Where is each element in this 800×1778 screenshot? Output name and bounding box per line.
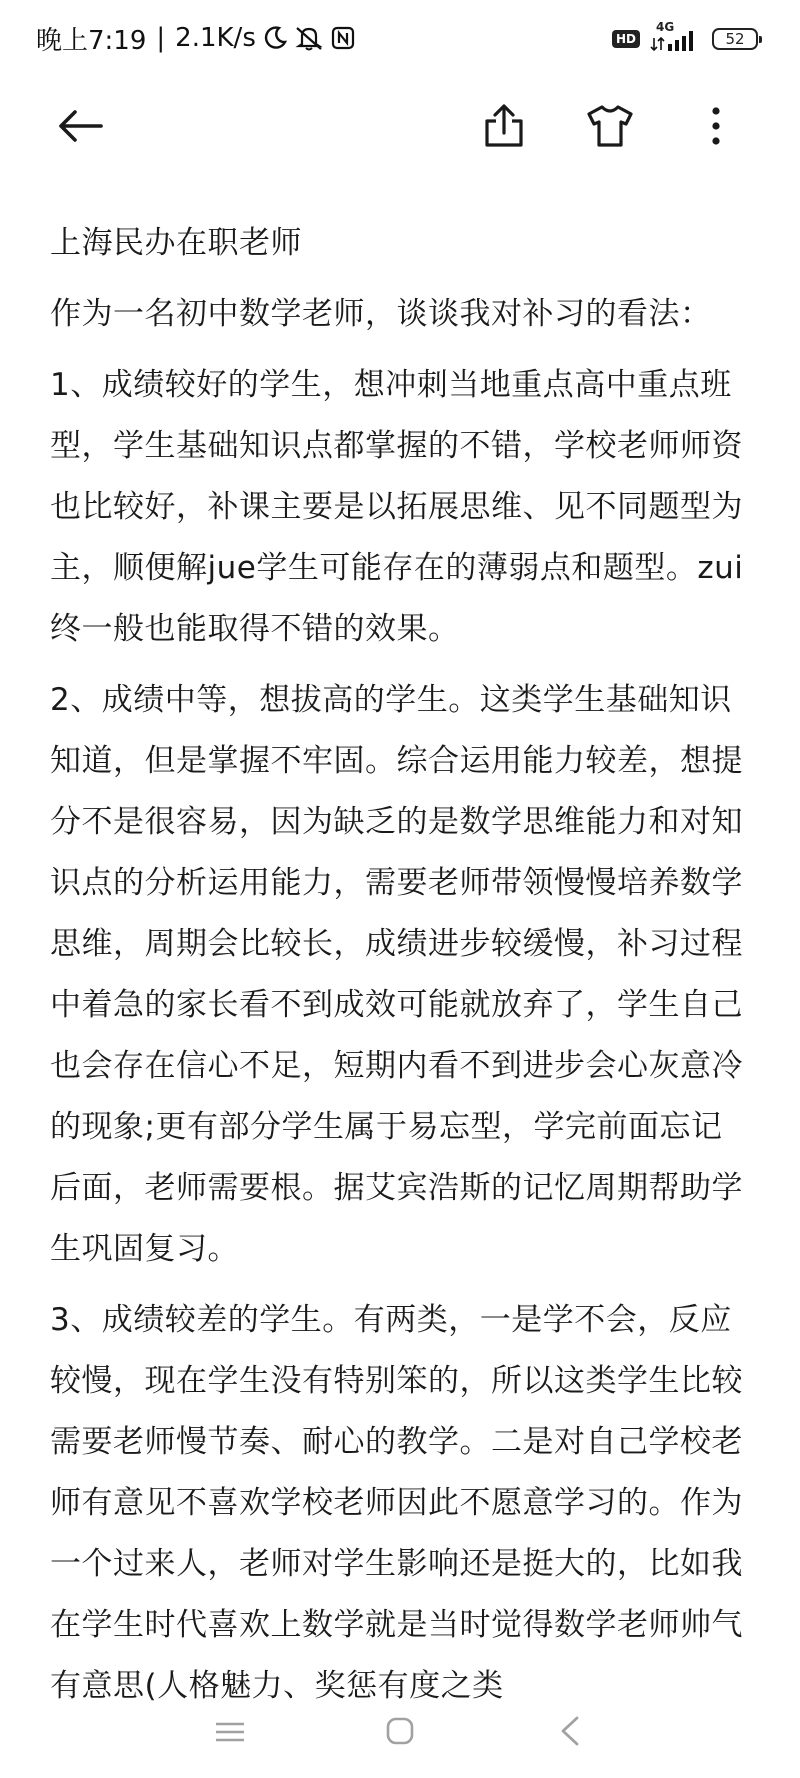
status-left [36, 20, 356, 56]
status-time: 晚上7:19 [36, 25, 147, 56]
share-icon[interactable] [474, 96, 534, 156]
paragraph-1: 1、成绩较好的学生，想冲刺当地重点高中重点班型，学生基础知识点都掌握的不错，学校老师师资也比较好，补课主要是以拓展思维、见不同题型为主，顺便解jue学生可能存在的薄弱点和题型。zui终一般也能取得不错的效果。 [50, 367, 744, 647]
article-body [50, 213, 750, 1717]
back-icon[interactable] [545, 1706, 595, 1756]
back-arrow-icon[interactable] [50, 96, 110, 156]
more-icon[interactable] [686, 96, 746, 156]
menu-icon[interactable] [205, 1706, 255, 1756]
network-speed: 2.1K/s [175, 23, 256, 53]
paragraph-2: 2、成绩中等，想拔高的学生。这类学生基础知识知道，但是掌握不牢固。综合运用能力较差，想提分不是很容易，因为缺乏的是数学思维能力和对知识点的分析运用能力，需要老师带领慢慢培养数学思维，周期会比较长，成绩进步较缓慢，补习过程中着急的家长看不到成效可能就放弃了，学生自己也会存在信心不足，短期内看不到进步会心灰意冷的现象;更有部分学生属于易忘型，学完前面忘记后面，老师需要根。据艾宾浩斯的记忆周期帮助学生巩固复习。 [50, 682, 743, 1267]
status-separator: | [156, 23, 166, 53]
mute-icon [294, 25, 324, 51]
status-bar [0, 0, 800, 80]
hd-badge: HD [612, 30, 640, 48]
paragraph-3: 3、成绩较差的学生。有两类，一是学不会，反应较慢，现在学生没有特别笨的，所以这类学生比较需要老师慢节奏、耐心的教学。二是对自己学校老师有意见不喜欢学校老师因此不愿意学习的。作为一个过来人，老师对学生影响还是挺大的，比如我在学生时代喜欢上数学就是当时觉得数学老师帅气有意思(人格魅力、奖惩有度之类 [50, 1302, 743, 1704]
network-type: 4G [656, 20, 675, 34]
moon-icon [262, 25, 288, 51]
author-line: 上海民办在职老师 [50, 225, 302, 261]
battery-indicator: 52 [712, 28, 758, 50]
shirt-icon[interactable] [580, 96, 640, 156]
status-right [612, 20, 758, 54]
top-toolbar [0, 80, 800, 170]
navigation-bar [0, 1700, 800, 1778]
signal-icon [650, 20, 702, 54]
intro-paragraph: 作为一名初中数学老师，谈谈我对补习的看法： [50, 296, 712, 332]
home-icon[interactable] [375, 1706, 425, 1756]
nfc-icon [330, 25, 356, 51]
